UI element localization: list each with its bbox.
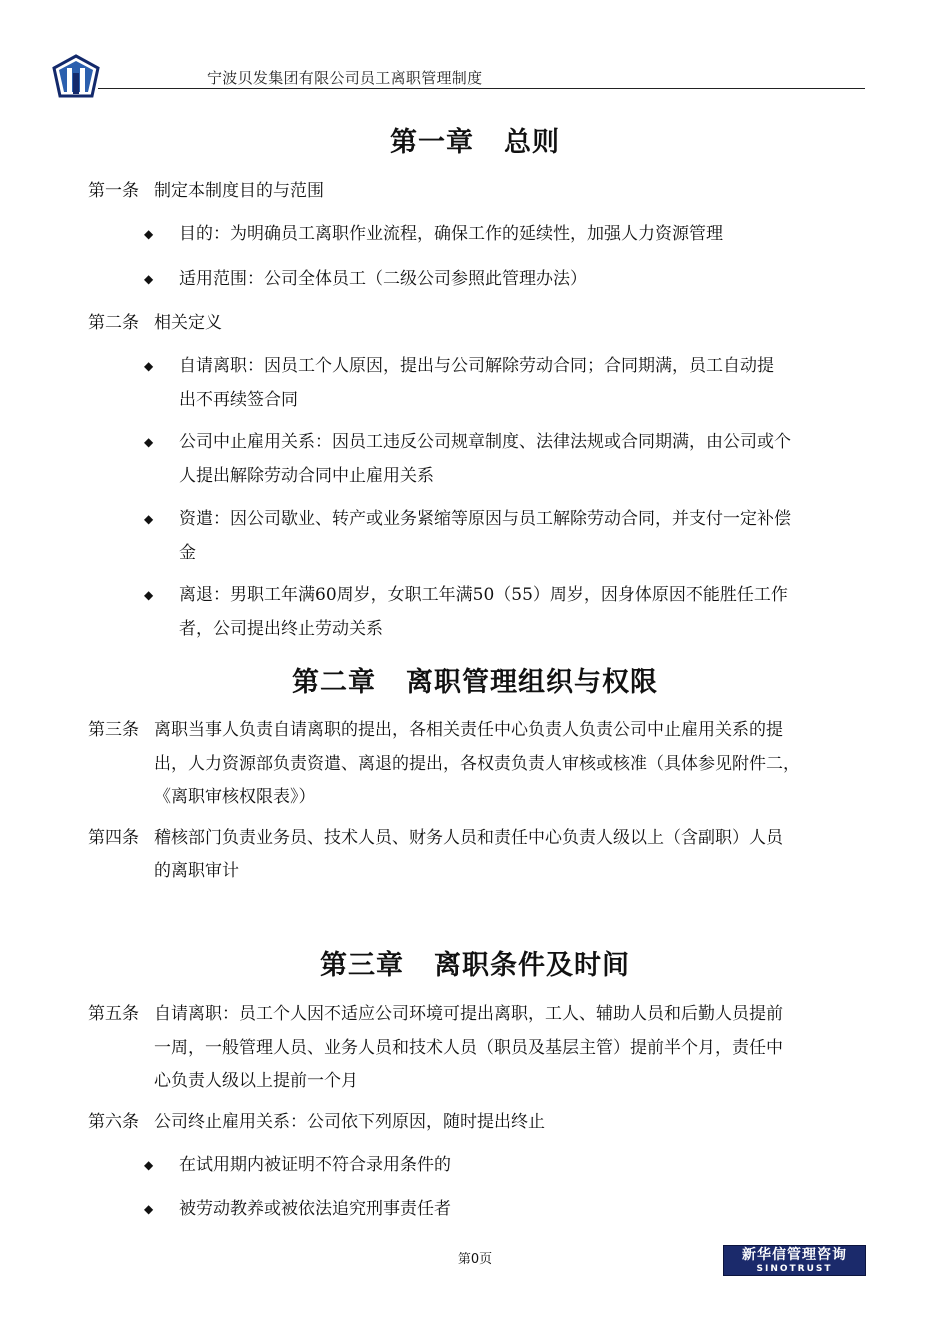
article-1-bullet-2: 适用范围：公司全体员工（二级公司参照此管理办法） bbox=[179, 269, 587, 289]
article-2-bullet-1-line-2: 出不再续签合同 bbox=[179, 390, 298, 410]
article-4-label: 第四条 bbox=[88, 828, 139, 848]
chapter-3-number: 第三章 bbox=[320, 950, 404, 981]
article-3-line-1: 离职当事人负责自请离职的提出，各相关责任中心负责人负责公司中止雇用关系的提 bbox=[154, 720, 783, 740]
sinotrust-logo bbox=[723, 1245, 866, 1276]
sinotrust-logo-en: SINOTRUST bbox=[756, 1264, 833, 1274]
article-5-line-1: 自请离职：员工个人因不适应公司环境可提出离职，工人、辅助人员和后勤人员提前 bbox=[154, 1004, 783, 1024]
document-title: 宁波贝发集团有限公司员工离职管理制度 bbox=[207, 69, 483, 87]
article-4-line-2: 的离职审计 bbox=[154, 861, 239, 881]
header-divider bbox=[98, 88, 865, 89]
article-5-label: 第五条 bbox=[88, 1004, 139, 1024]
article-2-label: 第二条 bbox=[88, 313, 139, 333]
diamond-bullet-icon: ◆ bbox=[144, 1158, 154, 1172]
diamond-bullet-icon: ◆ bbox=[144, 1202, 154, 1216]
article-2-bullet-2-line-1: 公司中止雇用关系：因员工违反公司规章制度、法律法规或合同期满，由公司或个 bbox=[179, 432, 791, 452]
diamond-bullet-icon: ◆ bbox=[144, 588, 154, 602]
diamond-bullet-icon: ◆ bbox=[144, 512, 154, 526]
chapter-2-title: 离职管理组织与权限 bbox=[406, 667, 658, 698]
article-3-line-3: 《离职审核权限表》） bbox=[154, 787, 316, 807]
article-2-bullet-4-line-2: 者，公司提出终止劳动关系 bbox=[179, 619, 383, 639]
company-logo-icon bbox=[52, 54, 100, 98]
chapter-1-heading bbox=[0, 120, 950, 159]
diamond-bullet-icon: ◆ bbox=[144, 359, 154, 373]
article-1-title: 制定本制度目的与范围 bbox=[154, 181, 324, 201]
article-2-bullet-4-line-1: 离退：男职工年满60周岁，女职工年满50（55）周岁，因身体原因不能胜任工作 bbox=[179, 585, 788, 605]
article-6-bullet-1: 在试用期内被证明不符合录用条件的 bbox=[179, 1155, 451, 1175]
article-5-line-3: 心负责人级以上提前一个月 bbox=[154, 1071, 358, 1091]
article-3-label: 第三条 bbox=[88, 720, 139, 740]
page-number: 第0页 bbox=[457, 1252, 493, 1267]
chapter-1-number: 第一章 bbox=[390, 127, 474, 158]
chapter-3-heading bbox=[0, 943, 950, 982]
article-6-label: 第六条 bbox=[88, 1112, 139, 1132]
article-2-title: 相关定义 bbox=[154, 313, 222, 333]
article-2-bullet-3-line-2: 金 bbox=[179, 543, 196, 563]
chapter-3-title: 离职条件及时间 bbox=[434, 950, 630, 981]
article-6-bullet-2: 被劳动教养或被依法追究刑事责任者 bbox=[179, 1199, 451, 1219]
chapter-2-number: 第二章 bbox=[292, 667, 376, 698]
diamond-bullet-icon: ◆ bbox=[144, 435, 154, 449]
article-2-bullet-3-line-1: 资遣：因公司歇业、转产或业务紧缩等原因与员工解除劳动合同，并支付一定补偿 bbox=[179, 509, 791, 529]
article-1-label: 第一条 bbox=[88, 181, 139, 201]
article-4-line-1: 稽核部门负责业务员、技术人员、财务人员和责任中心负责人级以上（含副职）人员 bbox=[154, 828, 783, 848]
chapter-2-heading bbox=[0, 660, 950, 699]
article-3-line-2: 出，人力资源部负责资遣、离退的提出，各权责负责人审核或核准（具体参见附件二， bbox=[154, 754, 800, 774]
article-5-line-2: 一周，一般管理人员、业务人员和技术人员（职员及基层主管）提前半个月，责任中 bbox=[154, 1038, 783, 1058]
article-1-bullet-1: 目的：为明确员工离职作业流程，确保工作的延续性，加强人力资源管理 bbox=[179, 224, 723, 244]
sinotrust-logo-cn: 新华信管理咨询 bbox=[742, 1247, 847, 1263]
article-6-title: 公司终止雇用关系：公司依下列原因，随时提出终止 bbox=[154, 1112, 545, 1132]
chapter-1-title: 总则 bbox=[504, 127, 560, 158]
diamond-bullet-icon: ◆ bbox=[144, 227, 154, 241]
article-2-bullet-1-line-1: 自请离职：因员工个人原因，提出与公司解除劳动合同；合同期满，员工自动提 bbox=[179, 356, 774, 376]
diamond-bullet-icon: ◆ bbox=[144, 272, 154, 286]
article-2-bullet-2-line-2: 人提出解除劳动合同中止雇用关系 bbox=[179, 466, 434, 486]
